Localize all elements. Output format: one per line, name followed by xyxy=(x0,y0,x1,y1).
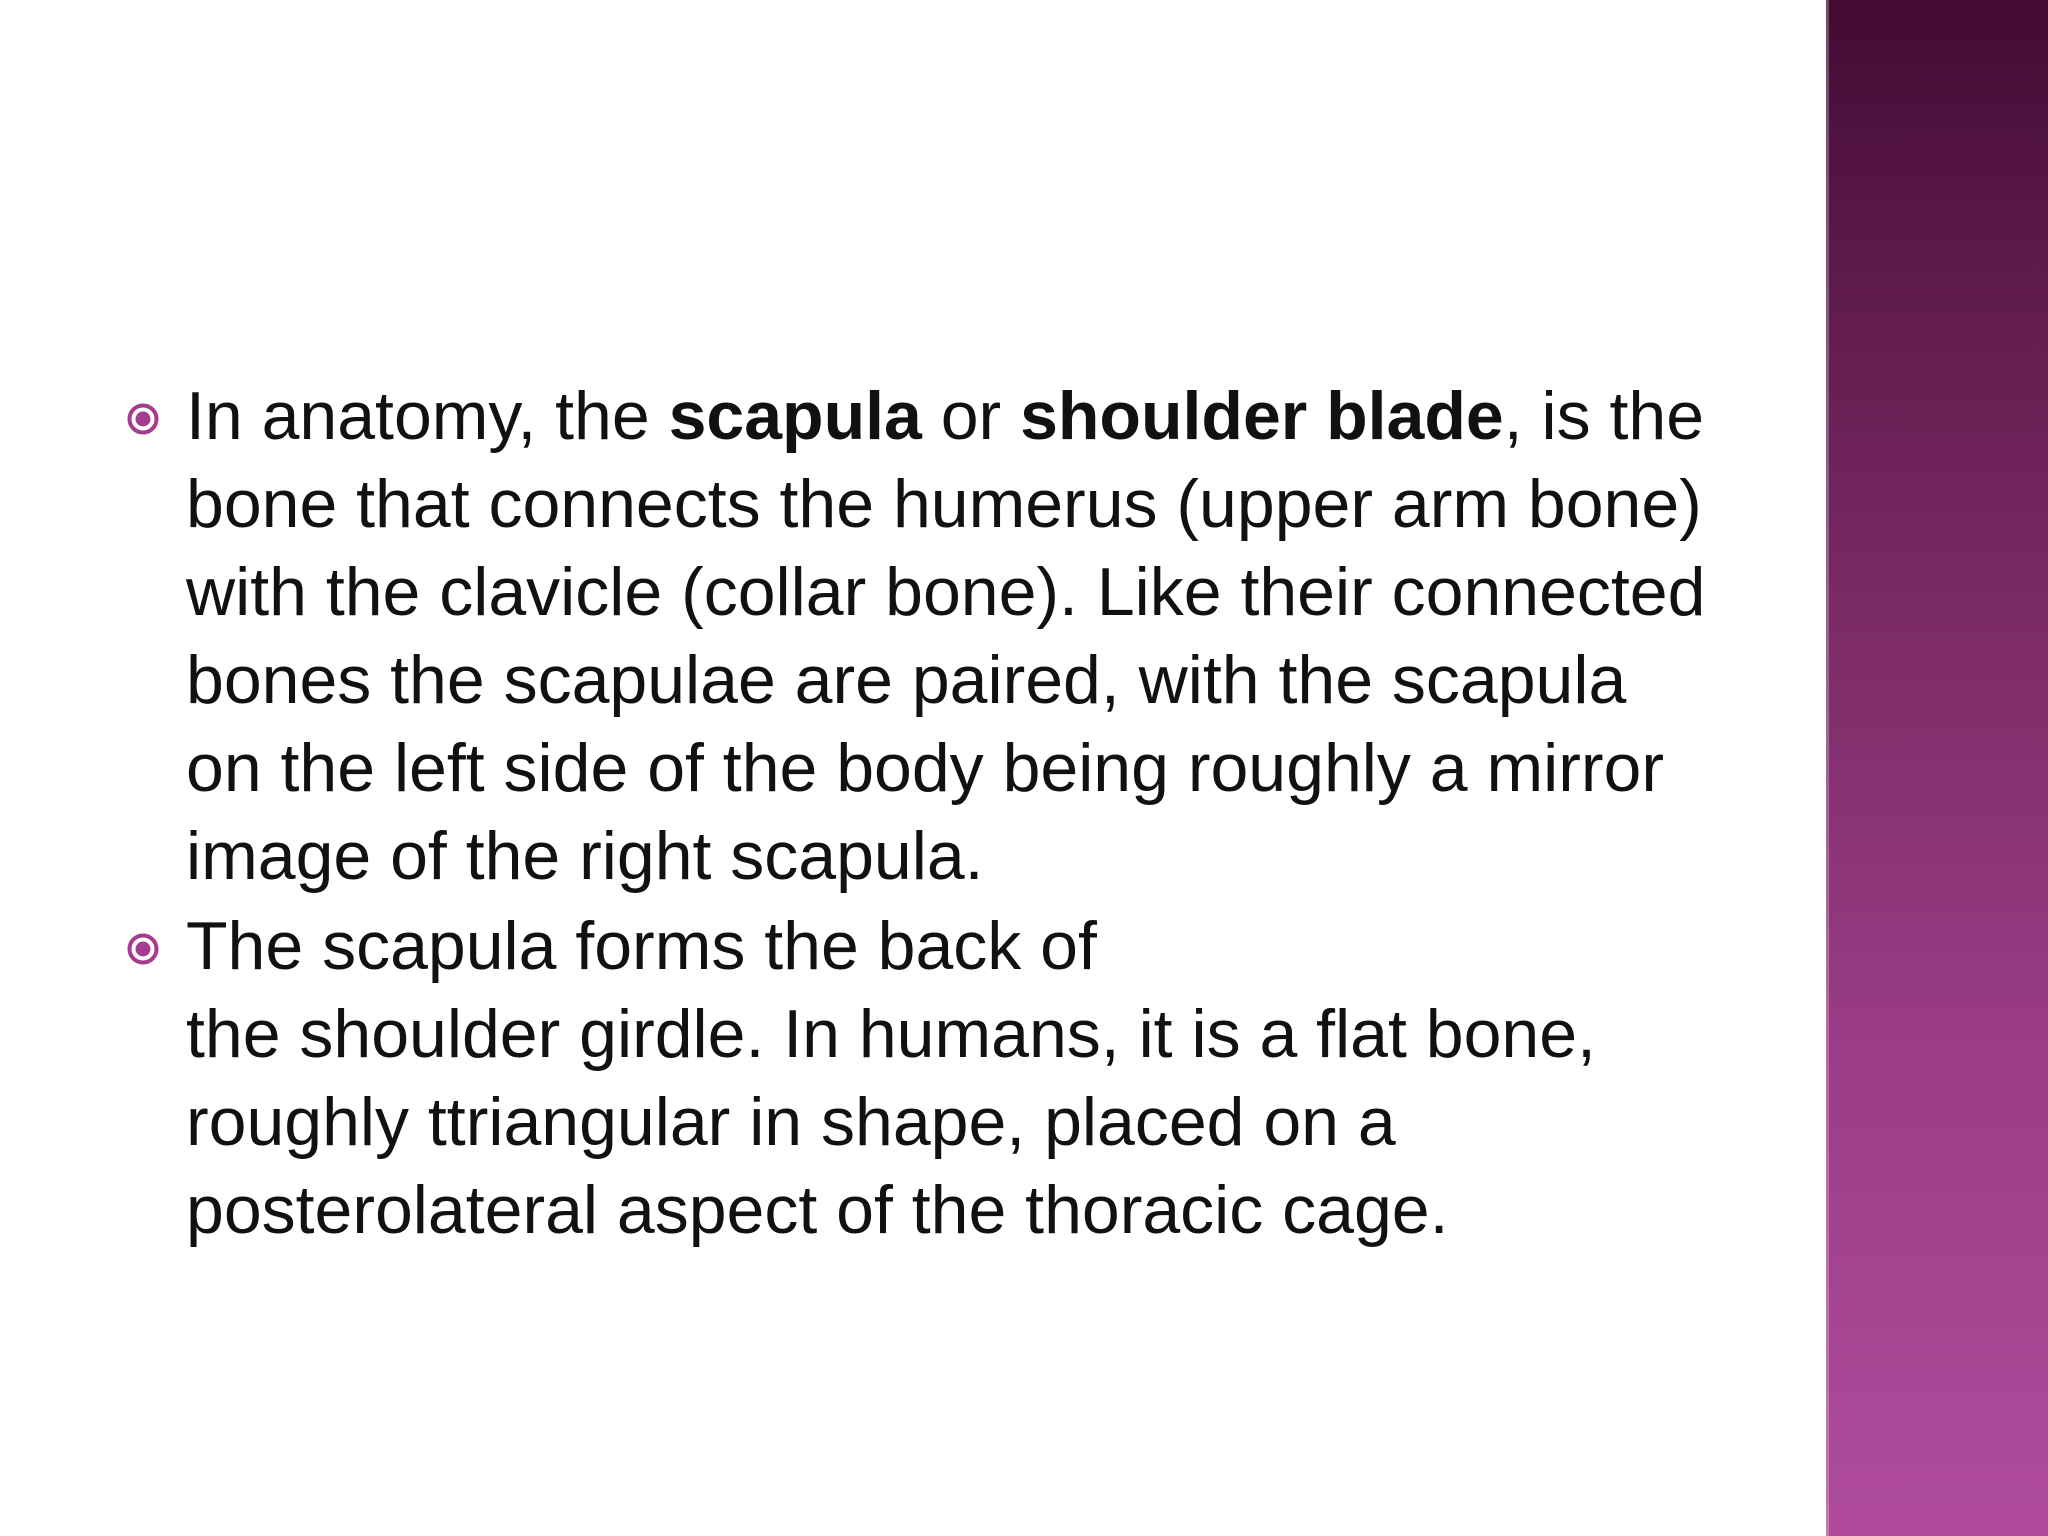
bullet-item-1 xyxy=(126,372,1706,900)
radio-bullet-icon xyxy=(126,932,160,966)
bullet-list xyxy=(126,372,1706,1256)
bullet-first-line: The scapula forms the back of xyxy=(186,908,1097,984)
decorative-side-panel xyxy=(1826,0,2048,1536)
bullet-text-1 xyxy=(186,378,1705,894)
text-run: In anatomy, the xyxy=(186,378,669,454)
text-run: or xyxy=(921,378,1021,454)
bold-term-shoulder-blade: shoulder blade xyxy=(1020,378,1504,454)
bullet-continuation: the shoulder girdle. In humans, it is a flat bone, roughly ttriangular in shape, placed on a posterolateral aspect of the thoracic cage. xyxy=(186,996,1596,1248)
bold-term-scapula: scapula xyxy=(668,378,922,454)
side-panel-edge xyxy=(1826,0,1829,1536)
radio-bullet-icon xyxy=(126,402,160,436)
bullet-text-2 xyxy=(186,908,1596,1248)
text-run: , is the bone that connects the humerus (upper arm bone) with the clavicle (collar bone). Like their connected bones the scapulae are paired, with the scapula on the left side of the body being roughly a mirror image of the right scapula. xyxy=(186,378,1706,894)
bullet-item-2 xyxy=(126,902,1706,1254)
